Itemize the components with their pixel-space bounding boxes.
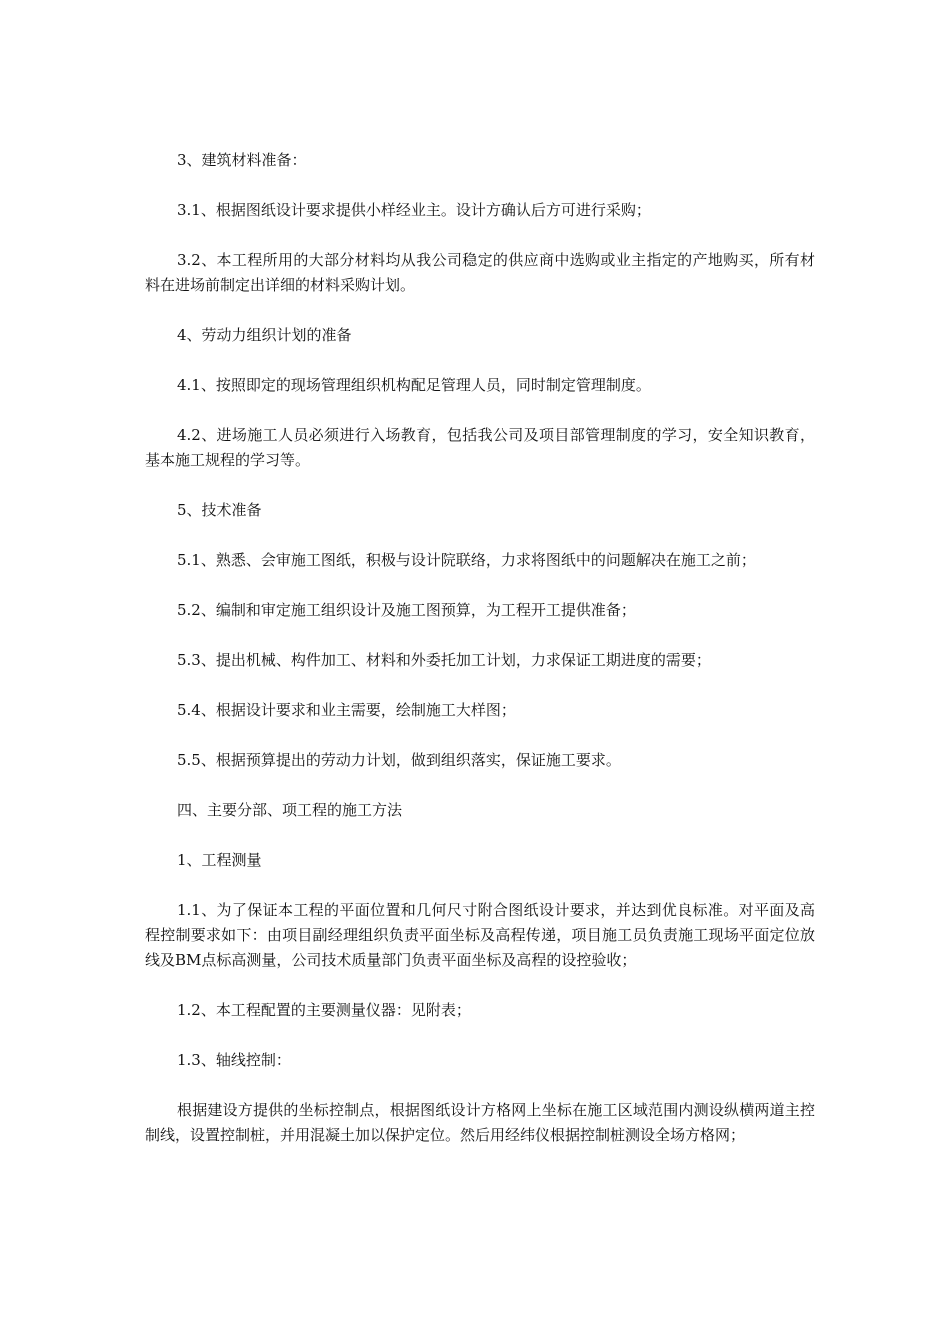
- section-heading-4-methods: 四、主要分部、项工程的施工方法: [177, 801, 403, 819]
- heading-3-materials: 3、建筑材料准备：: [177, 151, 307, 169]
- paragraph-axis-control: 根据建设方提供的坐标控制点，根据图纸设计方格网上坐标在施工区域范围内测设纵横两道主控制线，设置控制桩，并用混凝土加以保护定位。然后用经纬仪根据控制桩测设全场方格网；: [145, 1101, 815, 1144]
- paragraph-5-3: 5.3、提出机械、构件加工、材料和外委托加工计划，力求保证工期进度的需要；: [177, 651, 711, 669]
- paragraph-1-3: 1.3、轴线控制：: [177, 1051, 291, 1069]
- paragraph-1-1: 1.1、为了保证本工程的平面位置和几何尺寸附合图纸设计要求，并达到优良标准。对平面及高程控制要求如下：由项目副经理组织负责平面坐标及高程传递，项目施工员负责施工现场平面定位放线及BM点标高测量，公司技术质量部门负责平面坐标及高程的设控验收；: [145, 901, 815, 969]
- heading-4-labor: 4、劳动力组织计划的准备: [177, 326, 352, 344]
- document-body: [145, 148, 815, 1173]
- paragraph-3-1: 3.1、根据图纸设计要求提供小样经业主。设计方确认后方可进行采购；: [177, 201, 651, 219]
- paragraph-3-2: 3.2、本工程所用的大部分材料均从我公司稳定的供应商中选购或业主指定的产地购买，所有材料在进场前制定出详细的材料采购计划。: [145, 251, 815, 294]
- paragraph-5-2: 5.2、编制和审定施工组织设计及施工图预算，为工程开工提供准备；: [177, 601, 636, 619]
- paragraph-5-4: 5.4、根据设计要求和业主需要，绘制施工大样图；: [177, 701, 516, 719]
- paragraph-5-5: 5.5、根据预算提出的劳动力计划，做到组织落实，保证施工要求。: [177, 751, 621, 769]
- paragraph-5-1: 5.1、熟悉、会审施工图纸，积极与设计院联络，力求将图纸中的问题解决在施工之前；: [177, 551, 756, 569]
- heading-1-survey: 1、工程测量: [177, 851, 262, 869]
- heading-5-technical: 5、技术准备: [177, 501, 262, 519]
- paragraph-1-2: 1.2、本工程配置的主要测量仪器：见附表；: [177, 1001, 471, 1019]
- paragraph-4-1: 4.1、按照即定的现场管理组织机构配足管理人员，同时制定管理制度。: [177, 376, 651, 394]
- paragraph-4-2: 4.2、进场施工人员必须进行入场教育，包括我公司及项目部管理制度的学习，安全知识教育，基本施工规程的学习等。: [145, 426, 815, 469]
